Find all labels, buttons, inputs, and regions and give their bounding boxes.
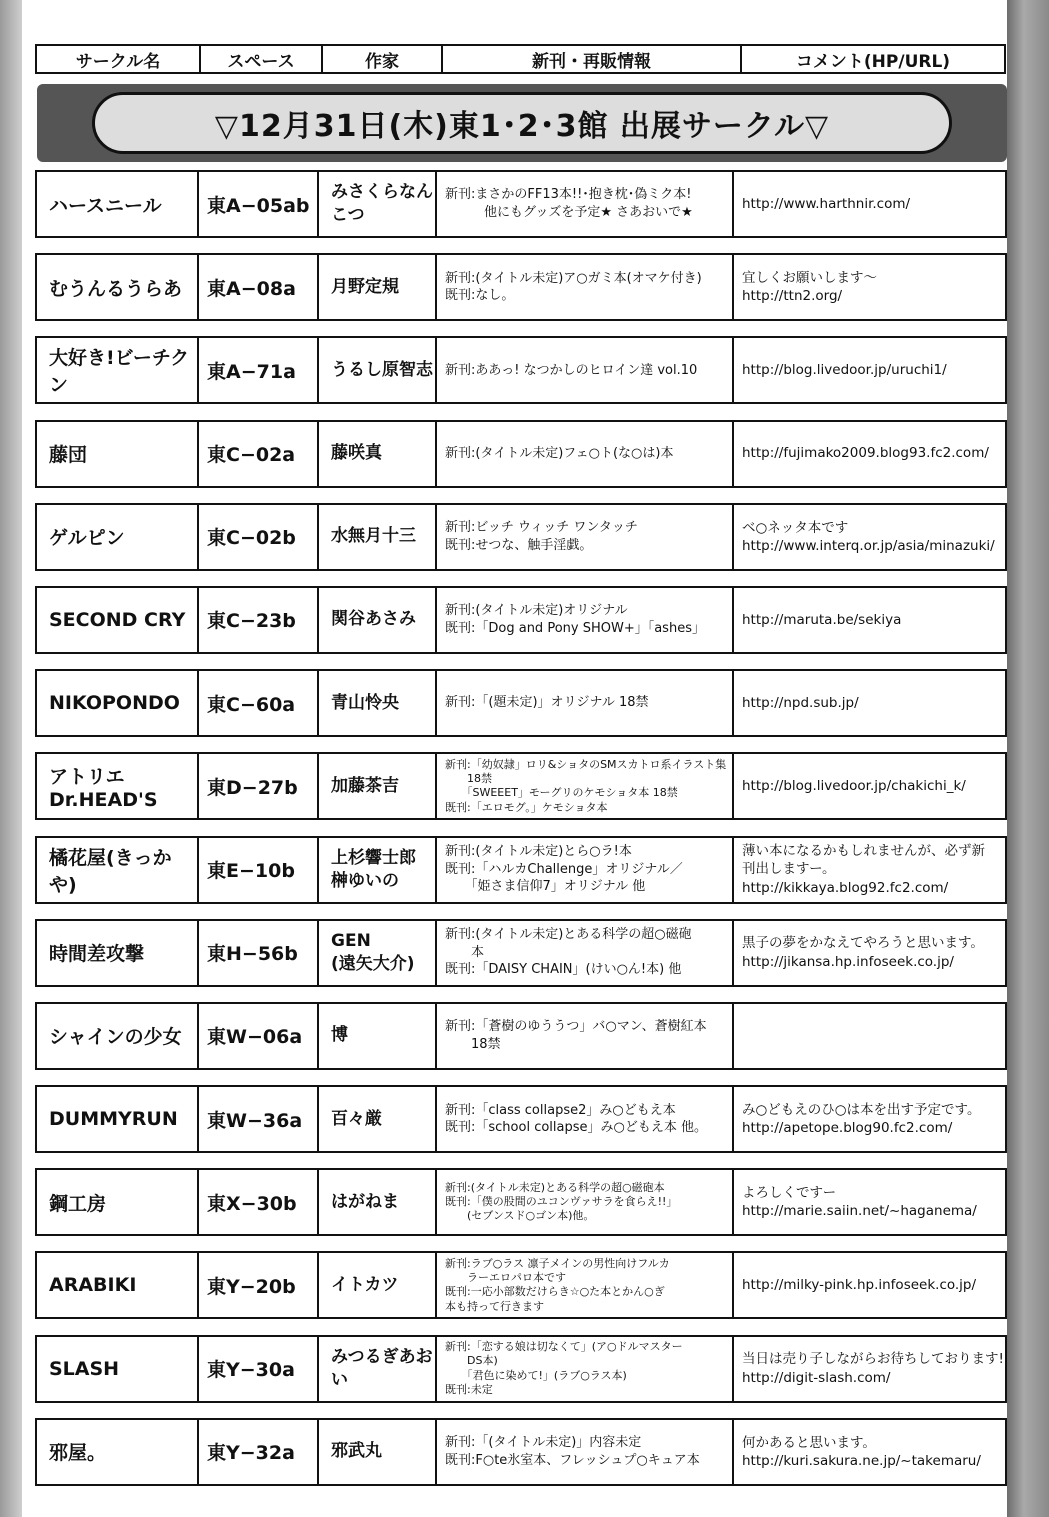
circle-name [37, 422, 199, 486]
circle-name-text: アトリエDr.HEAD'S [49, 765, 158, 811]
author-name [319, 1170, 437, 1234]
circle-name-text: むうんるうらあ [49, 277, 183, 300]
release-info [437, 505, 734, 569]
release-info-text: 新刊:「蒼樹のゆううつ」バ○マン、蒼樹紅本 18禁 [445, 1019, 707, 1052]
comment-url [734, 588, 1005, 652]
author-name [319, 588, 437, 652]
release-info [437, 838, 734, 902]
scan-edge-right [1007, 0, 1049, 1517]
author-name [319, 1420, 437, 1484]
space-number [199, 172, 319, 236]
comment-url [734, 505, 1005, 569]
author-name [319, 422, 437, 486]
author-name [319, 255, 437, 319]
author-name-text: 百々厳 [331, 1108, 382, 1129]
space-number [199, 1337, 319, 1401]
author-name-text: はがねま [331, 1191, 399, 1212]
release-info-text: 新刊:ラブ○ラス 凛子メインの男性向けフルカ ラーエロパロ本です 既刊:一応小部数だけらき☆○た本とかん○ぎ 本も持って行きます [445, 1256, 670, 1313]
header-comment: コメント(HP/URL) [795, 51, 951, 72]
author-name [319, 338, 437, 402]
space-number [199, 1253, 319, 1317]
circle-name-text: NIKOPONDO [49, 692, 180, 715]
comment-url-text: 黒子の夢をかなえてやろうと思います。 http://jikansa.hp.infoseek.co.jp/ [742, 935, 984, 970]
circle-name [37, 505, 199, 569]
comment-url [734, 1087, 1005, 1151]
comment-url [734, 172, 1005, 236]
table-row [35, 1335, 1007, 1403]
comment-url [734, 921, 1005, 985]
space-number-text: 東C−23b [207, 610, 296, 633]
space-number [199, 505, 319, 569]
circle-name [37, 338, 199, 402]
release-info [437, 172, 734, 236]
author-name [319, 1004, 437, 1068]
author-name [319, 921, 437, 985]
release-info-text: 新刊:(タイトル未定)オリジナル 既刊:「Dog and Pony SHOW+」「ashes」 [445, 603, 705, 636]
comment-url [734, 838, 1005, 902]
header-info: 新刊・再販情報 [443, 46, 742, 72]
space-number-text: 東Y−30a [207, 1359, 295, 1382]
circle-name [37, 255, 199, 319]
circle-name [37, 1420, 199, 1484]
comment-url-text: http://npd.sub.jp/ [742, 695, 859, 712]
comment-url-text: よろしくですー http://marie.saiin.net/~haganema/ [742, 1185, 977, 1220]
scan-edge-left [0, 0, 22, 1517]
author-name [319, 838, 437, 902]
author-name-text: 上杉響士郎 榊ゆいの [331, 847, 416, 891]
space-number [199, 754, 319, 818]
author-name [319, 172, 437, 236]
space-number [199, 588, 319, 652]
release-info-text: 新刊:(タイトル未定)フェ○ト(な○は)本 [445, 445, 674, 461]
comment-url [734, 1004, 1005, 1068]
circle-name-text: SLASH [49, 1357, 120, 1380]
comment-url [734, 338, 1005, 402]
comment-url [734, 1170, 1005, 1234]
space-number-text: 東Y−20b [207, 1275, 296, 1298]
release-info [437, 422, 734, 486]
circle-name [37, 671, 199, 735]
author-name [319, 1337, 437, 1401]
circle-name [37, 588, 199, 652]
table-row [35, 420, 1007, 488]
comment-url-text: http://milky-pink.hp.infoseek.co.jp/ [742, 1277, 977, 1294]
table-row [35, 170, 1007, 238]
banner-title: ▽12月31日(木)東1･2･3館 出展サークル▽ [214, 109, 830, 144]
table-row [35, 1002, 1007, 1070]
space-number [199, 1004, 319, 1068]
comment-url [734, 671, 1005, 735]
table-row [35, 1251, 1007, 1319]
space-number [199, 921, 319, 985]
release-info [437, 338, 734, 402]
release-info-text: 新刊:(タイトル未定)とある科学の超○磁砲本 既刊:「僕の股間のユコンヴァサラを食らえ!!」 (セブンスド○ゴン本)他。 [445, 1180, 678, 1223]
space-number-text: 東W−36a [207, 1109, 303, 1132]
circle-name-text: 時間差攻撃 [49, 943, 145, 966]
release-info-text: 新刊:「class collapse2」み○どもえ本 既刊:「school collapse」み○どもえ本 他。 [445, 1102, 707, 1136]
comment-url [734, 255, 1005, 319]
author-name-text: うるし原智志 [331, 359, 433, 380]
comment-url [734, 422, 1005, 486]
space-number-text: 東Y−32a [207, 1442, 295, 1465]
author-name-text: 加藤茶吉 [331, 775, 399, 796]
circle-name-text: 鋼工房 [49, 1192, 107, 1215]
circle-name-text: ARABIKI [49, 1274, 137, 1297]
author-name-text: GEN (遠矢大介) [331, 930, 415, 974]
release-info [437, 1170, 734, 1234]
author-name-text: 青山怜央 [331, 692, 399, 713]
author-name [319, 1087, 437, 1151]
circle-name-text: シャインの少女 [49, 1026, 182, 1049]
release-info [437, 1087, 734, 1151]
comment-url-text: http://blog.livedoor.jp/chakichi_k/ [742, 778, 966, 795]
comment-url [734, 1337, 1005, 1401]
release-info [437, 588, 734, 652]
circle-name-text: ハースニール [49, 194, 162, 217]
release-info-text: 新刊:まさかのFF13本!!･抱き枕･偽ミク本! 他にもグッズを予定★ さあおいで★ [445, 187, 693, 220]
release-info-text: 新刊:ビッチ ウィッチ ワンタッチ 既刊:せつな、触手淫戯。 [445, 520, 638, 553]
author-name [319, 1253, 437, 1317]
circle-name [37, 172, 199, 236]
circle-name [37, 1004, 199, 1068]
space-number-text: 東E−10b [207, 860, 295, 882]
release-info [437, 255, 734, 319]
release-info-text: 新刊:「(タイトル未定)」内容未定 既刊:F○te氷室本、フレッシュプ○キュア本 [445, 1435, 700, 1468]
release-info-text: 新刊:(タイトル未定)とら○ラ!本 既刊:「ハルカChallenge」オリジナル／ 「姫さま信仰7」オリジナル 他 [445, 844, 683, 895]
table-row [35, 253, 1007, 321]
space-number-text: 東C−02a [207, 444, 296, 467]
circle-name [37, 921, 199, 985]
table-row [35, 1085, 1007, 1153]
space-number [199, 1087, 319, 1151]
release-info-text: 新刊:(タイトル未定)とある科学の超○磁砲 本 既刊:「DAISY CHAIN」(けい○ん!本) 他 [445, 927, 692, 978]
comment-url-text: み○どもえのひ○は本を出す予定です。 http://apetope.blog90.fc2.com/ [742, 1101, 981, 1137]
release-info [437, 1253, 734, 1317]
space-number-text: 東H−56b [207, 943, 298, 966]
space-number-text: 東A−08a [207, 277, 296, 300]
circle-name [37, 1170, 199, 1234]
comment-url-text: 宜しくお願いします〜 http://ttn2.org/ [742, 269, 877, 305]
circle-name-text: 橘花屋(きっかや) [49, 846, 172, 896]
table-row [35, 336, 1007, 404]
circle-name-text: 大好き!ビーチクン [49, 347, 190, 397]
release-info-text: 新刊:ああっ! なつかしのヒロイン達 vol.10 [445, 362, 698, 378]
author-name-text: 藤咲真 [331, 443, 382, 464]
circle-name-text: 邪屋。 [49, 1442, 107, 1465]
release-info [437, 1337, 734, 1401]
release-info [437, 671, 734, 735]
circle-table [35, 170, 1007, 1501]
space-number-text: 東A−71a [207, 360, 296, 383]
author-name-text: 水無月十三 [331, 526, 416, 547]
table-row [35, 919, 1007, 987]
table-row [35, 1418, 1007, 1486]
author-name-text: 月野定規 [331, 276, 399, 297]
table-header [35, 44, 1006, 74]
comment-url-text: http://fujimako2009.blog93.fc2.com/ [742, 445, 989, 462]
space-number-text: 東C−60a [207, 693, 296, 716]
circle-name-text: DUMMYRUN [49, 1108, 178, 1131]
circle-name [37, 754, 199, 818]
comment-url-text: 何かあると思います。 http://kuri.sakura.ne.jp/~takemaru/ [742, 1434, 981, 1469]
author-name-text: イトカツ [331, 1274, 399, 1295]
author-name-text: 関谷あさみ [331, 609, 416, 630]
comment-url-text: http://www.harthnir.com/ [742, 195, 911, 212]
space-number-text: 東D−27b [207, 776, 298, 799]
release-info [437, 921, 734, 985]
release-info-text: 新刊:「幼奴隷」ロリ&ショタのSMスカトロ系イラスト集 18禁 「SWEEET」モーグリのケモショタ本 18禁 既刊:「エロモグ。」ケモショタ本 [445, 757, 727, 814]
release-info-text: 新刊:(タイトル未定)ア○ガミ本(オマケ付き) 既刊:なし。 [445, 270, 702, 304]
comment-url [734, 1253, 1005, 1317]
comment-url-text: http://blog.livedoor.jp/uruchi1/ [742, 362, 947, 379]
circle-name [37, 1253, 199, 1317]
space-number-text: 東W−06a [207, 1026, 303, 1049]
header-author: 作家 [323, 46, 443, 72]
comment-url-text: 当日は売り子しながらお待ちしております! http://digit-slash.com/ [742, 1351, 1004, 1386]
author-name-text: みさくらなんこつ [331, 182, 433, 225]
circle-name-text: ゲルピン [49, 527, 125, 550]
author-name-text: 邪武丸 [331, 1441, 382, 1462]
release-info-text: 新刊:「(題未定)」オリジナル 18禁 [445, 695, 649, 711]
comment-url [734, 754, 1005, 818]
banner-frame [92, 92, 952, 154]
header-space: スペース [201, 46, 323, 72]
space-number-text: 東A−05ab [207, 194, 310, 217]
space-number-text: 東C−02b [207, 527, 296, 550]
space-number [199, 338, 319, 402]
space-number-text: 東X−30b [207, 1192, 297, 1215]
table-row [35, 669, 1007, 737]
table-row [35, 836, 1007, 904]
release-info [437, 1004, 734, 1068]
comment-url-text: http://maruta.be/sekiya [742, 611, 902, 628]
release-info-text: 新刊:「恋する娘は切なくて」(ア○ドルマスター DS本) 「君色に染めて!」(ラブ○ラス本) 既刊:未定 [445, 1340, 683, 1396]
table-row [35, 503, 1007, 571]
release-info [437, 754, 734, 818]
author-name [319, 754, 437, 818]
circle-name [37, 838, 199, 902]
author-name-text: 博 [331, 1025, 348, 1046]
space-number [199, 838, 319, 902]
comment-url-text: ベ○ネッタ本です http://www.interq.or.jp/asia/minazuki/ [742, 519, 995, 554]
author-name [319, 671, 437, 735]
author-name [319, 505, 437, 569]
section-banner [37, 84, 1007, 162]
circle-name-text: 藤団 [49, 444, 88, 467]
circle-name [37, 1337, 199, 1401]
table-row [35, 1168, 1007, 1236]
space-number [199, 255, 319, 319]
table-row [35, 586, 1007, 654]
header-circle: サークル名 [37, 46, 201, 72]
space-number [199, 422, 319, 486]
space-number [199, 671, 319, 735]
release-info [437, 1420, 734, 1484]
space-number [199, 1170, 319, 1234]
circle-name-text: SECOND CRY [49, 608, 186, 631]
table-row [35, 752, 1007, 820]
comment-url [734, 1420, 1005, 1484]
author-name-text: みつるぎあおい [331, 1346, 433, 1390]
comment-url-text: 薄い本になるかもしれませんが、必ず新 刊出しますー。 http://kikkaya.blog92.fc2.com/ [742, 843, 985, 896]
circle-name [37, 1087, 199, 1151]
space-number [199, 1420, 319, 1484]
